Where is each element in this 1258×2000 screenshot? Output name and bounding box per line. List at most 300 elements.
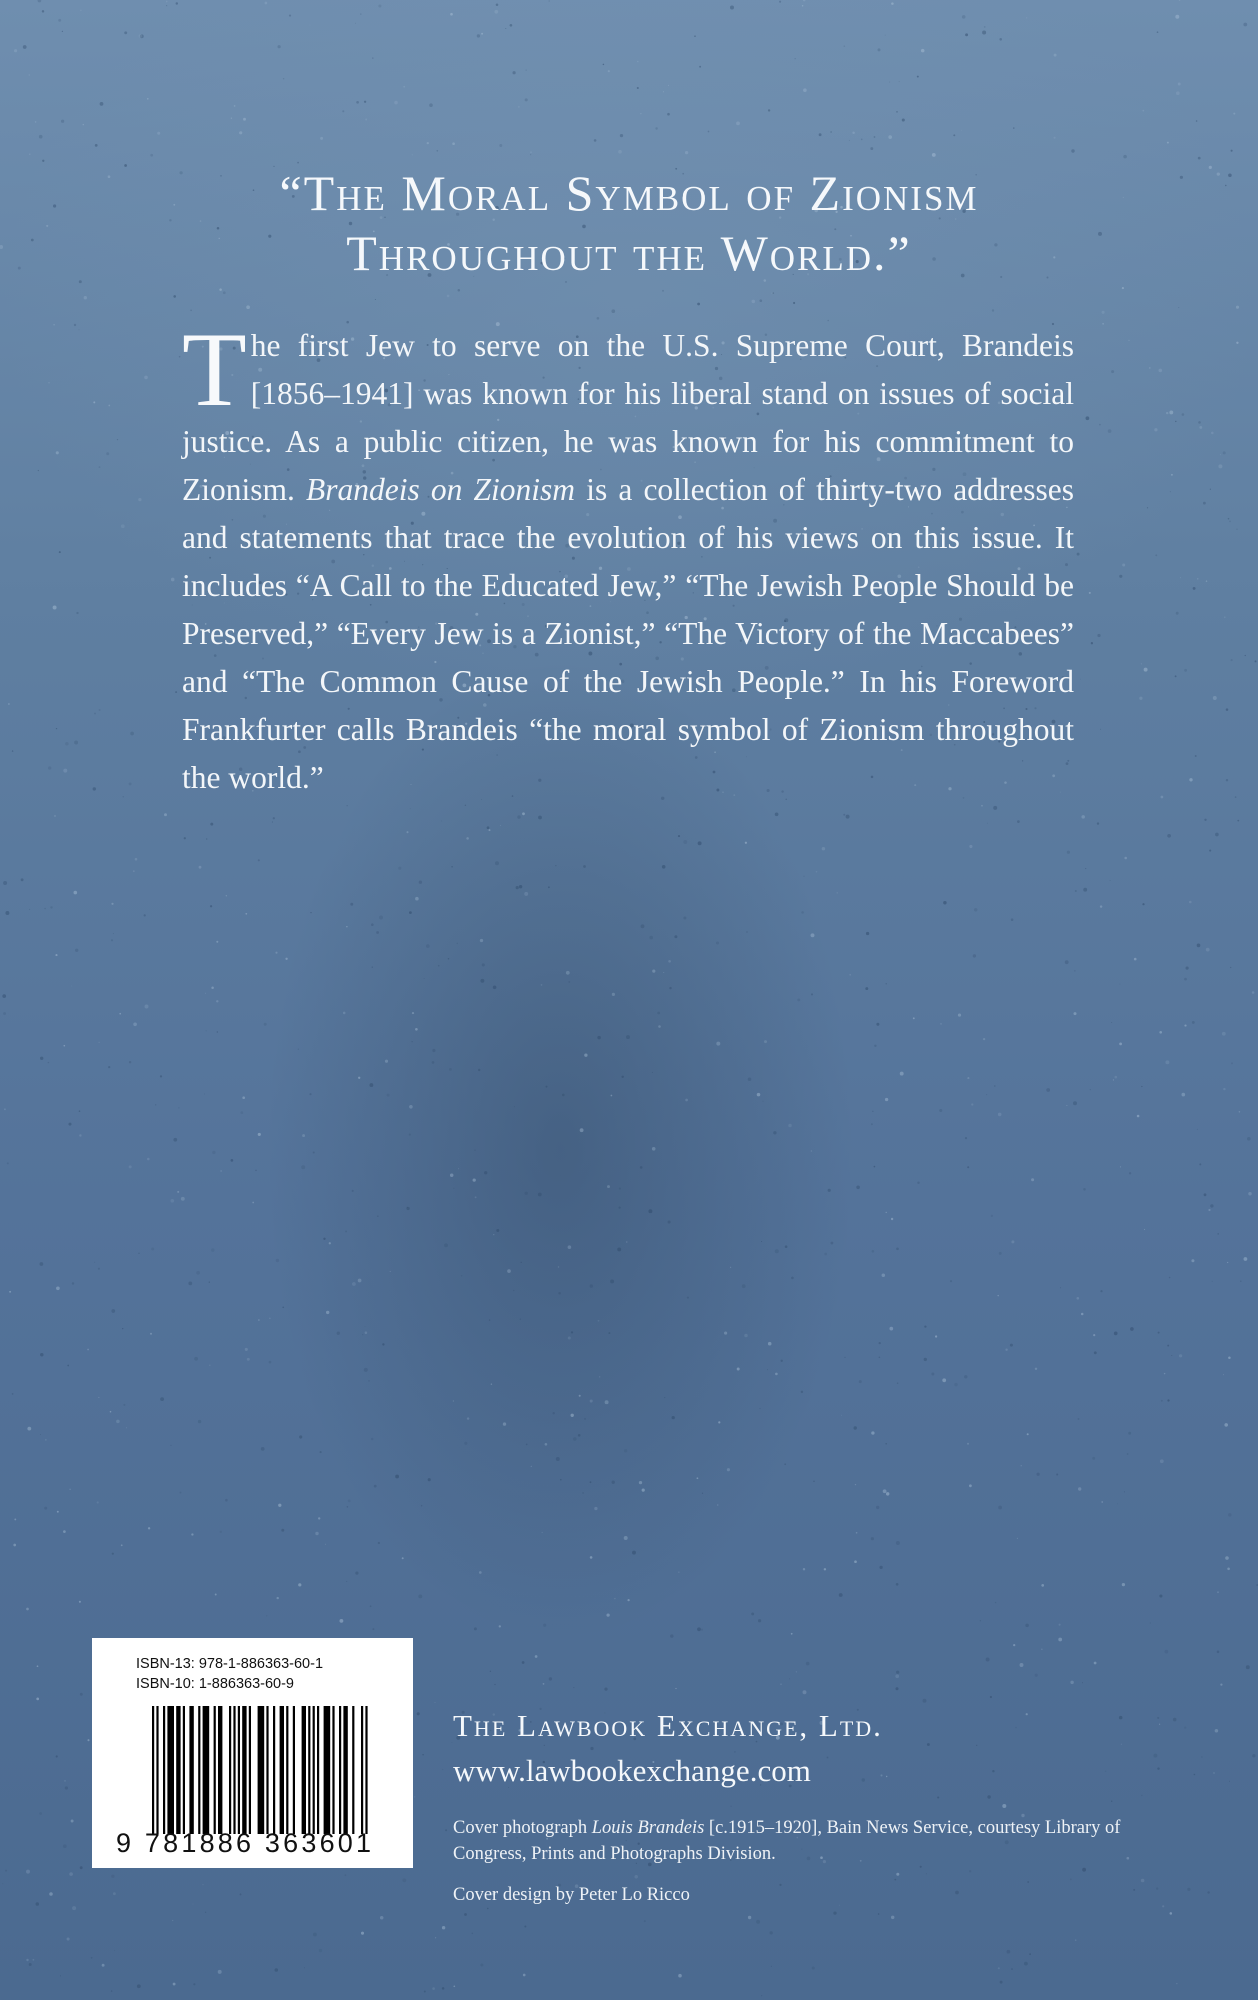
speckle-dot: [1175, 675, 1177, 677]
speckle-dot: [53, 606, 57, 610]
speckle-dot: [461, 1275, 462, 1276]
speckle-dot: [269, 1361, 272, 1364]
speckle-dot: [1119, 575, 1122, 578]
speckle-dot: [196, 1271, 200, 1275]
speckle-dot: [811, 933, 815, 937]
speckle-dot: [737, 1368, 740, 1371]
speckle-dot: [55, 954, 57, 956]
speckle-dot: [730, 1267, 731, 1268]
speckle-dot: [1175, 15, 1179, 19]
speckle-dot: [803, 1690, 807, 1694]
speckle-dot: [830, 131, 831, 132]
speckle-dot: [71, 986, 72, 987]
speckle-dot: [578, 1434, 581, 1437]
speckle-dot: [1218, 464, 1222, 468]
barcode-digits: 9 781886 363601: [116, 1828, 375, 1858]
speckle-dot: [139, 34, 143, 38]
speckle-dot: [410, 808, 411, 809]
speckle-dot: [479, 1571, 482, 1574]
speckle-dot: [374, 1485, 377, 1488]
speckle-dot: [474, 1627, 477, 1630]
speckle-dot: [641, 924, 645, 928]
speckle-dot: [74, 891, 78, 895]
speckle-dot: [205, 993, 206, 994]
speckle-dot: [1141, 1086, 1142, 1087]
speckle-dot: [209, 1281, 210, 1282]
speckle-dot: [1113, 1079, 1114, 1080]
speckle-dot: [843, 814, 845, 816]
speckle-dot: [885, 1443, 887, 1445]
speckle-dot: [181, 1197, 185, 1201]
speckle-dot: [1142, 903, 1144, 905]
speckle-dot: [717, 1504, 718, 1505]
speckle-dot: [558, 1266, 559, 1267]
speckle-dot: [981, 805, 983, 807]
speckle-dot: [170, 1199, 174, 1203]
speckle-dot: [962, 15, 966, 19]
speckle-dot: [409, 911, 412, 914]
speckle-dot: [94, 713, 96, 715]
speckle-dot: [1196, 120, 1198, 122]
speckle-dot: [155, 1104, 156, 1105]
speckle-dot: [730, 1806, 731, 1807]
speckle-dot: [138, 1253, 139, 1254]
speckle-dot: [568, 981, 570, 983]
speckle-dot: [151, 1248, 154, 1251]
speckle-dot: [1171, 474, 1173, 476]
speckle-dot: [129, 1061, 131, 1063]
speckle-dot: [258, 1133, 261, 1136]
speckle-dot: [986, 1094, 987, 1095]
speckle-dot: [1198, 421, 1201, 424]
speckle-dot: [37, 1665, 39, 1667]
speckle-dot: [878, 48, 881, 51]
speckle-dot: [716, 1042, 720, 1046]
speckle-dot: [80, 1866, 83, 1869]
speckle-dot: [93, 401, 95, 403]
speckle-dot: [855, 1484, 856, 1485]
photo-credit-suffix: [c.1915–1920], Bain News Service, courtesy Library of Congress, Prints and Photographs Division.: [453, 1818, 1121, 1864]
speckle-dot: [71, 1820, 74, 1823]
speckle-dot: [510, 24, 513, 27]
speckle-dot: [902, 118, 905, 121]
speckle-dot: [895, 1687, 898, 1690]
speckle-dot: [1206, 580, 1208, 582]
speckle-dot: [326, 1311, 329, 1314]
speckle-dot: [1235, 796, 1237, 798]
speckle-dot: [1105, 1771, 1106, 1772]
speckle-dot: [365, 119, 367, 121]
speckle-dot: [795, 58, 796, 59]
speckle-dot: [872, 1111, 873, 1112]
speckle-dot: [987, 1795, 990, 1798]
speckle-dot: [584, 1418, 586, 1420]
speckle-dot: [768, 1342, 772, 1346]
speckle-dot: [1187, 1888, 1190, 1891]
speckle-dot: [573, 1687, 574, 1688]
speckle-dot: [1141, 663, 1142, 664]
speckle-dot: [999, 38, 1002, 41]
speckle-dot: [1153, 1754, 1157, 1758]
speckle-dot: [1233, 113, 1235, 115]
speckle-dot: [672, 1416, 675, 1419]
speckle-dot: [1191, 1259, 1194, 1262]
speckle-dot: [802, 5, 804, 7]
speckle-dot: [361, 1932, 364, 1935]
speckle-dot: [1141, 1879, 1145, 1883]
speckle-dot: [889, 1327, 893, 1331]
speckle-dot: [418, 1594, 422, 1598]
speckle-dot: [191, 1533, 193, 1535]
speckle-dot: [206, 838, 207, 839]
speckle-dot: [530, 154, 531, 155]
speckle-dot: [80, 1693, 83, 1696]
speckle-dot: [562, 1094, 565, 1097]
speckle-dot: [436, 150, 438, 152]
speckle-dot: [458, 289, 461, 292]
speckle-dot: [242, 1096, 245, 1099]
speckle-dot: [1252, 991, 1255, 994]
speckle-dot: [403, 86, 405, 88]
speckle-dot: [1184, 1726, 1186, 1728]
speckle-dot: [632, 1551, 636, 1555]
speckle-dot: [360, 13, 361, 14]
speckle-dot: [216, 1000, 218, 1002]
speckle-dot: [231, 1159, 234, 1162]
speckle-dot: [475, 1196, 477, 1198]
speckle-dot: [969, 1484, 972, 1487]
speckle-dot: [130, 732, 134, 736]
speckle-dot: [885, 1098, 888, 1101]
speckle-dot: [1093, 1334, 1095, 1336]
speckle-dot: [545, 1443, 548, 1446]
speckle-dot: [133, 1022, 137, 1026]
speckle-dot: [1220, 454, 1221, 455]
speckle-dot: [662, 290, 664, 292]
speckle-dot: [493, 986, 497, 990]
speckle-dot: [245, 913, 247, 915]
speckle-dot: [896, 1541, 900, 1545]
speckle-dot: [678, 1974, 682, 1978]
speckle-dot: [603, 64, 605, 66]
speckle-dot: [1224, 1423, 1228, 1427]
speckle-dot: [99, 709, 101, 711]
speckle-dot: [669, 987, 671, 989]
speckle-dot: [429, 103, 433, 107]
speckle-dot: [546, 1086, 548, 1088]
barcode-bar: [313, 1706, 315, 1834]
speckle-dot: [544, 1745, 545, 1746]
speckle-dot: [644, 1920, 646, 1922]
speckle-dot: [1128, 340, 1129, 341]
barcode-bar: [317, 1706, 319, 1834]
speckle-dot: [435, 1702, 436, 1703]
speckle-dot: [494, 10, 498, 14]
speckle-dot: [1159, 1724, 1160, 1725]
speckle-dot: [599, 1376, 600, 1377]
speckle-dot: [1108, 429, 1112, 433]
speckle-dot: [530, 151, 531, 152]
speckle-dot: [870, 147, 873, 150]
speckle-dot: [828, 1189, 831, 1192]
speckle-dot: [379, 916, 383, 920]
speckle-dot: [325, 1544, 326, 1545]
speckle-dot: [604, 1687, 607, 1690]
speckle-dot: [1065, 960, 1069, 964]
speckle-dot: [27, 1427, 31, 1431]
speckle-dot: [147, 98, 149, 100]
barcode-bar: [218, 1706, 222, 1834]
speckle-dot: [854, 1560, 857, 1563]
speckle-dot: [1161, 796, 1164, 799]
speckle-dot: [1199, 426, 1202, 429]
speckle-dot: [255, 1170, 257, 1172]
speckle-dot: [549, 0, 550, 1]
speckle-dot: [1160, 1459, 1164, 1463]
speckle-dot: [685, 1099, 688, 1102]
speckle-dot: [39, 1812, 42, 1815]
speckle-dot: [582, 1492, 584, 1494]
speckle-dot: [5, 911, 9, 915]
speckle-dot: [264, 1023, 267, 1026]
speckle-dot: [953, 134, 955, 136]
speckle-dot: [442, 1926, 445, 1929]
speckle-dot: [894, 1879, 896, 1881]
speckle-dot: [48, 382, 49, 383]
speckle-dot: [188, 1282, 192, 1286]
speckle-dot: [1035, 1368, 1037, 1370]
speckle-dot: [453, 1401, 454, 1402]
barcode-bar: [183, 1706, 185, 1834]
speckle-dot: [819, 133, 822, 136]
speckle-dot: [664, 1397, 665, 1398]
speckle-dot: [1223, 451, 1226, 454]
speckle-dot: [744, 1334, 748, 1338]
speckle-dot: [824, 1253, 827, 1256]
speckle-dot: [7, 1162, 9, 1164]
speckle-dot: [891, 1218, 893, 1220]
speckle-dot: [487, 1908, 488, 1909]
speckle-dot: [79, 1601, 81, 1603]
speckle-dot: [298, 1049, 299, 1050]
speckle-dot: [129, 782, 132, 785]
speckle-dot: [380, 1916, 384, 1920]
barcode-bar: [242, 1706, 246, 1834]
speckle-dot: [432, 1987, 435, 1990]
speckle-dot: [590, 1747, 593, 1750]
speckle-dot: [896, 111, 897, 112]
speckle-dot: [1122, 1583, 1125, 1586]
speckle-dot: [993, 806, 997, 810]
speckle-dot: [1144, 668, 1148, 672]
speckle-dot: [801, 1391, 803, 1393]
speckle-dot: [524, 1925, 526, 1927]
speckle-dot: [1122, 564, 1125, 567]
speckle-dot: [108, 1066, 110, 1068]
speckle-dot: [114, 1950, 115, 1951]
speckle-dot: [694, 35, 696, 37]
speckle-dot: [298, 1583, 301, 1586]
speckle-dot: [1041, 1649, 1042, 1650]
speckle-dot: [56, 451, 59, 454]
speckle-dot: [846, 815, 850, 819]
speckle-dot: [1085, 868, 1086, 869]
speckle-dot: [1026, 1713, 1028, 1715]
speckle-dot: [999, 1252, 1002, 1255]
speckle-dot: [480, 939, 483, 942]
isbn-13: ISBN-13: 978-1-886363-60-1: [136, 1656, 324, 1672]
speckle-dot: [950, 1280, 952, 1282]
speckle-dot: [612, 1481, 615, 1484]
speckle-dot: [273, 817, 275, 819]
speckle-dot: [1054, 54, 1057, 57]
speckle-dot: [526, 70, 527, 71]
speckle-dot: [282, 1306, 284, 1308]
speckle-dot: [1082, 1682, 1083, 1683]
speckle-dot: [144, 914, 146, 916]
speckle-dot: [243, 118, 246, 121]
speckle-dot: [742, 1284, 746, 1288]
speckle-dot: [313, 1933, 317, 1937]
speckle-dot: [412, 1012, 414, 1014]
speckle-dot: [48, 766, 51, 769]
speckle-dot: [42, 10, 44, 12]
speckle-dot: [1114, 1332, 1118, 1336]
speckle-dot: [350, 903, 353, 906]
speckle-dot: [432, 1061, 435, 1064]
speckle-dot: [1147, 507, 1148, 508]
speckle-dot: [775, 812, 779, 816]
speckle-dot: [1246, 1665, 1250, 1669]
speckle-dot: [618, 150, 622, 154]
speckle-dot: [614, 1598, 615, 1599]
description-part-1: he first Jew to serve on the U.S. Supreme Court, Brandeis [1856–1941] was known for his liberal stand on issues of social justice. As a public citizen, he was known for his commitment to Zionism.: [182, 328, 1074, 507]
speckle-dot: [8, 703, 10, 705]
speckle-dot: [364, 101, 366, 103]
speckle-dot: [1207, 1891, 1209, 1893]
speckle-dot: [990, 1696, 992, 1698]
speckle-dot: [150, 154, 153, 157]
headline-line-2: Throughout the World.”: [346, 225, 912, 281]
barcode-bar: [167, 1706, 174, 1834]
speckle-dot: [231, 118, 232, 119]
speckle-dot: [797, 998, 800, 1001]
speckle-dot: [5, 1870, 7, 1872]
speckle-dot: [490, 1671, 491, 1672]
speckle-dot: [1167, 1345, 1169, 1347]
speckle-dot: [921, 49, 925, 53]
speckle-dot: [1182, 413, 1185, 416]
speckle-dot: [1181, 1093, 1185, 1097]
speckle-dot: [1021, 1465, 1022, 1466]
speckle-dot: [129, 1165, 132, 1168]
speckle-dot: [1247, 1137, 1251, 1141]
speckle-dot: [26, 1870, 30, 1874]
speckle-dot: [597, 1036, 600, 1039]
design-credit: Cover design by Peter Lo Ricco: [453, 1885, 690, 1905]
speckle-dot: [1024, 1962, 1028, 1966]
speckle-dot: [1097, 822, 1099, 824]
speckle-dot: [1090, 1089, 1091, 1090]
speckle-dot: [768, 109, 770, 111]
speckle-dot: [442, 1987, 445, 1990]
speckle-dot: [57, 1511, 59, 1513]
speckle-dot: [503, 1422, 506, 1425]
speckle-dot: [175, 691, 177, 693]
speckle-dot: [108, 405, 110, 407]
speckle-dot: [466, 837, 469, 840]
speckle-dot: [409, 1105, 413, 1109]
speckle-dot: [879, 1356, 881, 1358]
speckle-dot: [480, 1963, 483, 1966]
speckle-dot: [543, 1624, 546, 1627]
speckle-dot: [36, 1698, 39, 1701]
speckle-dot: [494, 1684, 495, 1685]
speckle-dot: [176, 2, 178, 4]
speckle-dot: [1078, 1418, 1080, 1420]
speckle-dot: [121, 1544, 123, 1546]
speckle-dot: [449, 1068, 452, 1071]
speckle-dot: [668, 85, 669, 86]
barcode-bar: [308, 1706, 310, 1834]
speckle-dot: [1223, 1374, 1224, 1375]
speckle-dot: [223, 291, 226, 294]
speckle-dot: [998, 1967, 1000, 1969]
speckle-dot: [1178, 83, 1181, 86]
speckle-dot: [888, 135, 892, 139]
speckle-dot: [757, 1093, 761, 1097]
speckle-dot: [35, 121, 37, 123]
speckle-dot: [491, 1383, 492, 1384]
speckle-dot: [124, 31, 127, 34]
speckle-dot: [1037, 1473, 1040, 1476]
speckle-dot: [500, 825, 501, 826]
speckle-dot: [816, 871, 818, 873]
speckle-dot: [667, 113, 670, 116]
speckle-dot: [1020, 1663, 1024, 1667]
book-title: Brandeis on Zionism: [306, 472, 576, 507]
speckle-dot: [199, 866, 202, 869]
speckle-dot: [376, 931, 379, 934]
speckle-dot: [1161, 1400, 1163, 1402]
speckle-dot: [358, 1077, 360, 1079]
speckle-dot: [179, 356, 181, 358]
speckle-dot: [1111, 1022, 1112, 1023]
speckle-dot: [358, 1279, 362, 1283]
speckle-dot: [939, 1109, 942, 1112]
speckle-dot: [278, 1504, 281, 1507]
speckle-dot: [1149, 367, 1151, 369]
speckle-dot: [98, 1268, 100, 1270]
speckle-dot: [320, 137, 323, 140]
speckle-dot: [727, 1468, 730, 1471]
speckle-dot: [1130, 1327, 1134, 1331]
speckle-dot: [309, 1093, 311, 1095]
speckle-dot: [38, 470, 39, 471]
speckle-dot: [992, 1770, 994, 1772]
speckle-dot: [451, 866, 453, 868]
speckle-dot: [525, 98, 528, 101]
speckle-dot: [675, 1688, 676, 1689]
speckle-dot: [748, 1916, 751, 1919]
speckle-dot: [883, 1489, 887, 1493]
barcode-bar: [286, 1706, 288, 1834]
speckle-dot: [1070, 1878, 1072, 1880]
speckle-dot: [447, 295, 450, 298]
speckle-dot: [976, 1745, 977, 1746]
speckle-dot: [833, 1911, 836, 1914]
speckle-dot: [319, 1949, 322, 1952]
